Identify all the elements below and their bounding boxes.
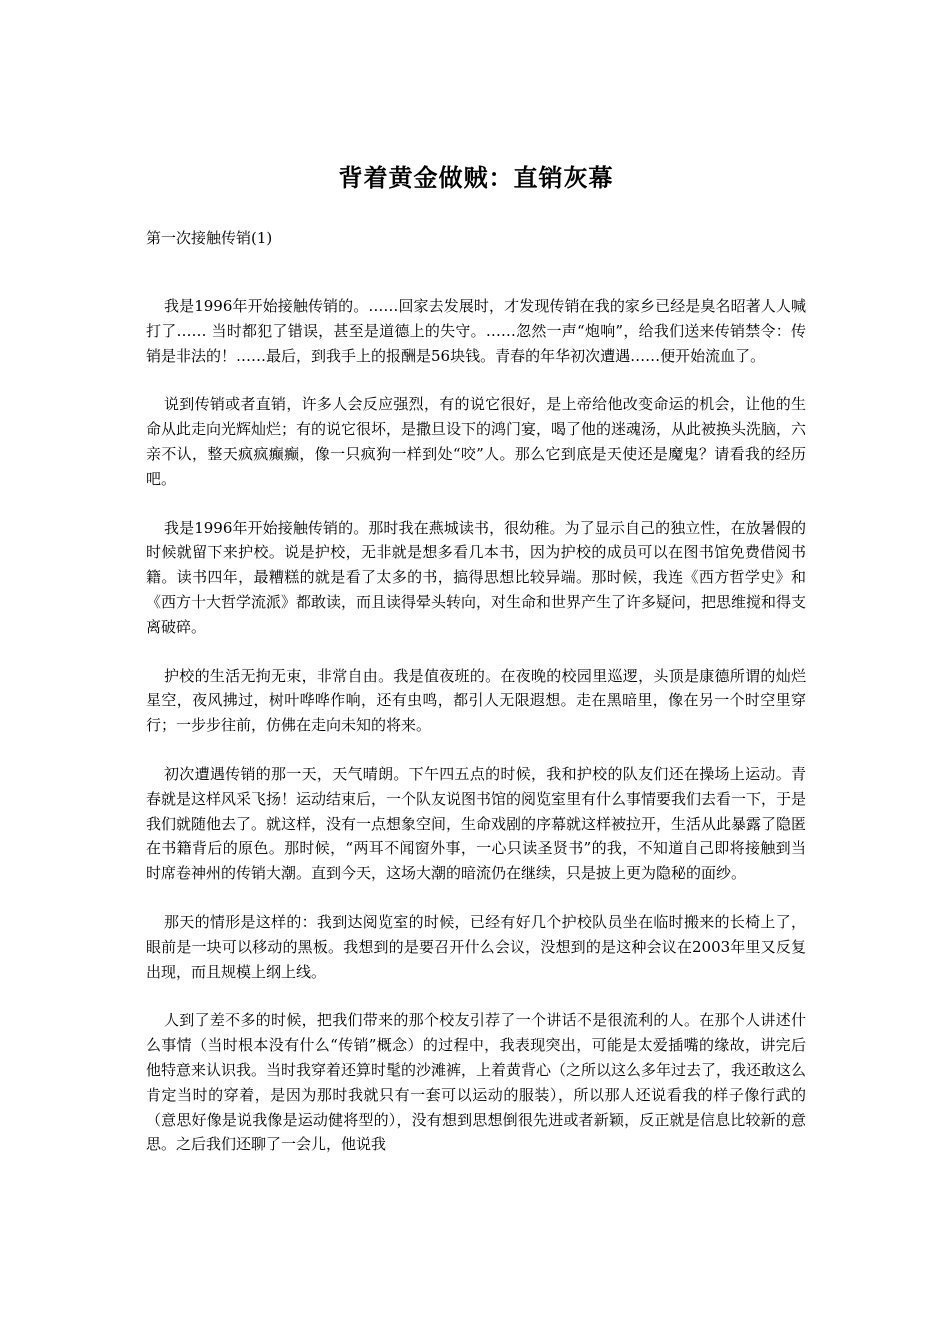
paragraph: 我是1996年开始接触传销的。那时我在燕城读书，很幼稚。为了显示自己的独立性，在放暑假的时候就留下来护校。说是护校，无非就是想多看几本书，因为护校的成员可以在图书馆免费借阅书籍。读书四年，最糟糕的就是看了太多的书，搞得思想比较异端。那时候，我连《西方哲学史》和《西方十大哲学流派》都敢读，而且读得晕头转向，对生命和世界产生了许多疑问，把思维搅和得支离破碎。 xyxy=(146,518,807,636)
paragraph: 那天的情形是这样的：我到达阅览室的时候，已经有好几个护校队员坐在临时搬来的长椅上了，眼前是一块可以移动的黑板。我想到的是要召开什么会议，没想到的是这种会议在2003年里又反复出现，而且规模上纲上线。 xyxy=(146,912,806,981)
paragraph: 人到了差不多的时候，把我们带来的那个校友引荐了一个讲话不是很流利的人。在那个人讲述什么事情（当时根本没有什么“传销”概念）的过程中，我表现突出，可能是太爱插嘴的缘故，讲完后他特意来认识我。当时我穿着还算时髦的沙滩裤，上着黄背心（之所以这么多年过去了，我还敢这么肯定当时的穿着，是因为那时我就只有一套可以运动的服装），所以那人还说看我的样子像行武的（意思好像是说我像是运动健将型的），没有想到思想倒很先进或者新颖，反正就是信息比较新的意思。之后我们还聊了一会儿，他说我 xyxy=(146,1011,807,1154)
document-title: 背着黄金做贼：直销灰幕 xyxy=(338,164,614,192)
chapter-heading: 第一次接触传销(1) xyxy=(146,229,273,247)
paragraph: 说到传销或者直销，许多人会反应强烈，有的说它很好，是上帝给他改变命运的机会，让他的生命从此走向光辉灿烂；有的说它很坏，是撒旦设下的鸿门宴，喝了他的迷魂汤，从此被换头洗脑，六亲不认，整天疯疯癫癫，像一只疯狗一样到处“咬”人。那么它到底是天使还是魔鬼？请看我的经历吧。 xyxy=(146,395,807,488)
paragraph: 我是1996年开始接触传销的。……回家去发展时，才发现传销在我的家乡已经是臭名昭著人人喊打了…… 当时都犯了错误，甚至是道德上的失守。……忽然一声“炮响”，给我们送来传销禁令：传销是非法的！……最后，到我手上的报酬是56块钱。青春的年华初次遭遇……便开始流血了。 xyxy=(146,297,806,365)
document-page xyxy=(146,0,806,1181)
paragraph: 初次遭遇传销的那一天，天气晴朗。下午四五点的时候，我和护校的队友们还在操场上运动。青春就是这样风采飞扬！运动结束后，一个队友说图书馆的阅览室里有什么事情要我们去看一下，于是我们就随他去了。就这样，没有一点想象空间，生命戏剧的序幕就这样被拉开，生活从此暴露了隐匿在书籍背后的原色。那时候，“两耳不闻窗外事，一心只读圣贤书”的我，不知道自己即将接触到当时席卷神州的传销大潮。直到今天，这场大潮的暗流仍在继续，只是披上更为隐秘的面纱。 xyxy=(146,764,807,883)
paragraph: 护校的生活无拘无束，非常自由。我是值夜班的。在夜晚的校园里巡逻，头顶是康德所谓的灿烂星空，夜风拂过，树叶哗哗作响，还有虫鸣，都引人无限遐想。走在黑暗里，像在另一个时空里穿行；一步步往前，仿佛在走向未知的将来。 xyxy=(146,666,806,735)
document-body xyxy=(146,294,806,1157)
